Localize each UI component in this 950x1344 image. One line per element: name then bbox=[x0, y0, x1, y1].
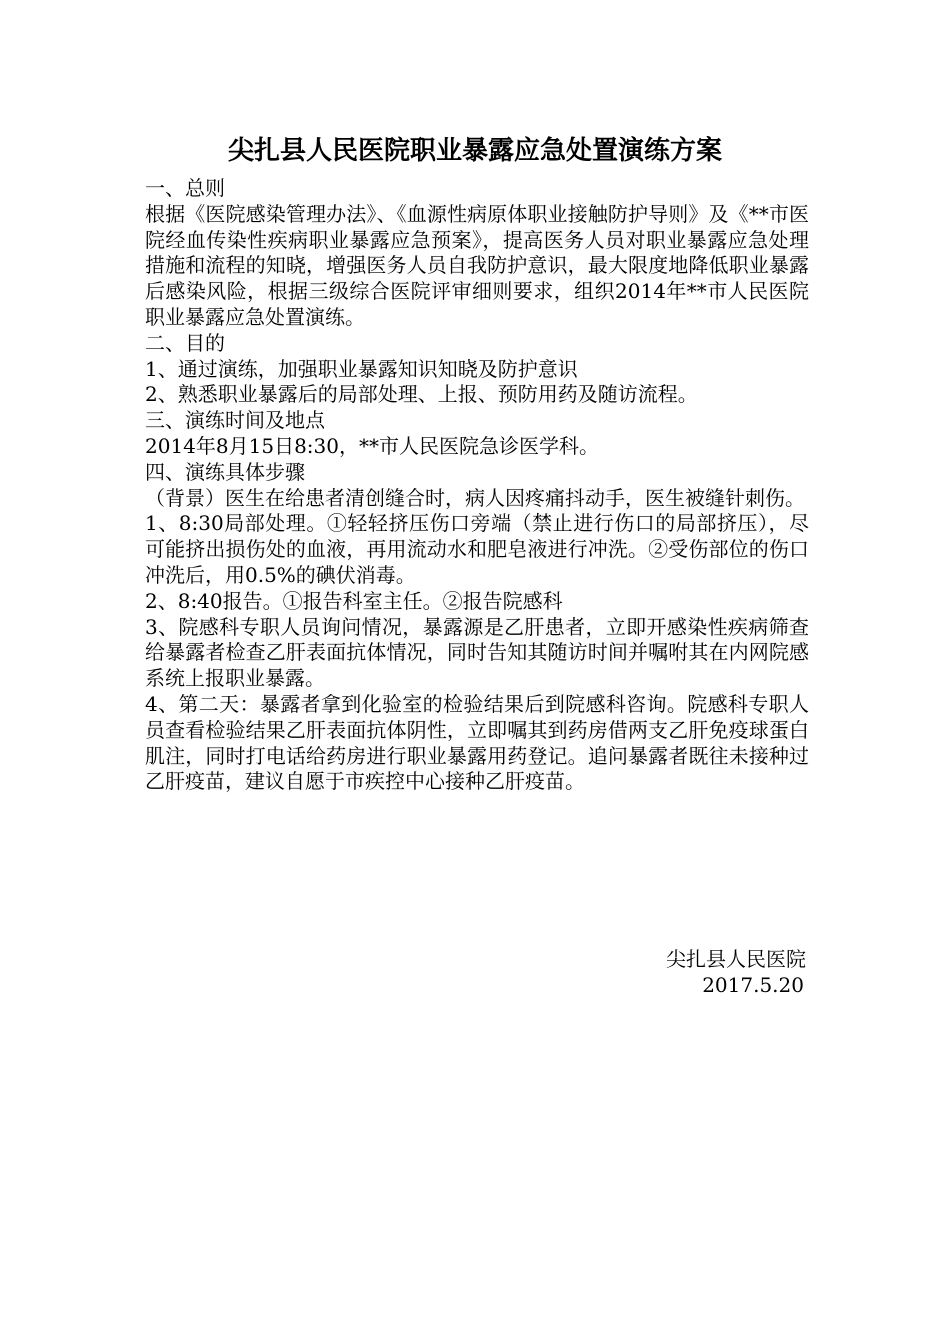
section-heading-time-place: 三、演练时间及地点 bbox=[145, 408, 325, 433]
purpose-item-2: 2、熟悉职业暴露后的局部处理、上报、预防用药及随访流程。 bbox=[145, 382, 698, 407]
background-paragraph: （背景）医生在给患者清创缝合时，病人因疼痛抖动手，医生被缝针刺伤。 bbox=[145, 485, 805, 510]
purpose-item-1: 1、通过演练，加强职业暴露知识知晓及防护意识 bbox=[145, 356, 578, 381]
section-heading-general: 一、总则 bbox=[145, 176, 225, 200]
section-heading-steps: 四、演练具体步骤 bbox=[145, 459, 305, 484]
step-item-1: 1、8:30局部处理。①轻轻挤压伤口旁端（禁止进行伤口的局部挤压），尽可能挤出损伤处的血液，再用流动水和肥皂液进行冲洗。②受伤部位的伤口冲洗后，用0.5%的碘伏消毒。 bbox=[145, 511, 809, 587]
document-title: 尖扎县人民医院职业暴露应急处置演练方案 bbox=[227, 136, 722, 166]
step-item-2: 2、8:40报告。①报告科室主任。②报告院感科 bbox=[145, 588, 563, 613]
signature-organization: 尖扎县人民医院 bbox=[666, 947, 806, 971]
signature-date: 2017.5.20 bbox=[702, 973, 804, 997]
time-place-paragraph: 2014年8月15日8:30，**市人民医院急诊医学科。 bbox=[145, 433, 599, 458]
section-heading-purpose: 二、目的 bbox=[145, 330, 225, 355]
document-body bbox=[145, 176, 809, 795]
step-item-4: 4、第二天：暴露者拿到化验室的检验结果后到院感科咨询。院感科专职人员查看检验结果乙肝表面抗体阴性，立即嘱其到药房借两支乙肝免疫球蛋白肌注，同时打电话给药房进行职业暴露用药登记。追问暴露者既往未接种过乙肝疫苗，建议自愿于市疾控中心接种乙肝疫苗。 bbox=[145, 691, 809, 794]
signature-block bbox=[560, 946, 806, 998]
general-paragraph: 根据《医院感染管理办法》、《血源性病原体职业接触防护导则》及《**市医院经血传染性疾病职业暴露应急预案》，提高医务人员对职业暴露应急处理措施和流程的知晓，增强医务人员自我防护意识，最大限度地降低职业暴露后感染风险，根据三级综合医院评审细则要求，组织2014年**市人民医院职业暴露应急处置演练。 bbox=[145, 201, 809, 329]
step-item-3: 3、院感科专职人员询问情况，暴露源是乙肝患者，立即开感染性疾病筛查给暴露者检查乙肝表面抗体情况，同时告知其随访时间并嘱咐其在内网院感系统上报职业暴露。 bbox=[145, 614, 809, 691]
